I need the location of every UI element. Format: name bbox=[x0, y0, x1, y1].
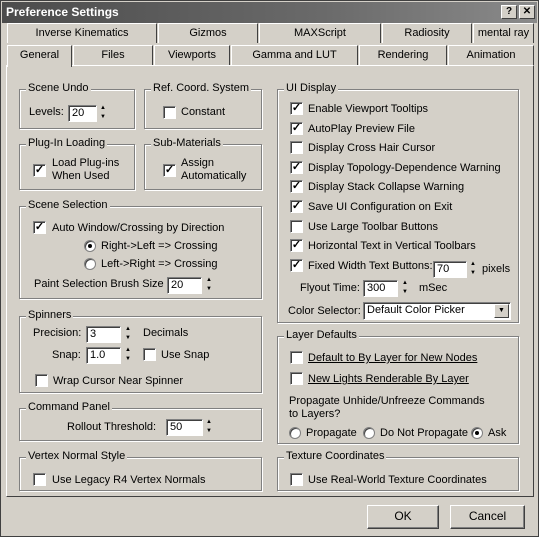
close-icon: ✕ bbox=[522, 6, 532, 17]
ui-display-label: Display Stack Collapse Warning bbox=[308, 181, 465, 193]
ok-button[interactable]: OK bbox=[367, 505, 439, 529]
spinner-up-icon[interactable]: ▲ bbox=[206, 419, 212, 425]
new-lights-checkbox[interactable] bbox=[290, 372, 303, 385]
snap-input[interactable]: 1.0 bbox=[86, 347, 121, 364]
texture-coords-title: Texture Coordinates bbox=[286, 450, 385, 462]
ui-display-label: Enable Viewport Tooltips bbox=[308, 103, 429, 115]
spinner-down-icon[interactable]: ▼ bbox=[206, 286, 212, 292]
spinner-up-icon[interactable]: ▲ bbox=[100, 105, 106, 111]
ui-display-checkbox[interactable] bbox=[290, 220, 303, 233]
tab-rendering[interactable]: Rendering bbox=[359, 45, 447, 65]
flyout-time-label: Flyout Time: bbox=[300, 282, 360, 294]
ui-display-label: Use Large Toolbar Buttons bbox=[308, 221, 439, 233]
load-plugins-label-2: When Used bbox=[52, 170, 110, 182]
ui-display-label: Save UI Configuration on Exit bbox=[308, 201, 453, 213]
ui-display-label: Display Topology-Dependence Warning bbox=[308, 162, 501, 174]
fixed-width-spinner[interactable] bbox=[468, 261, 478, 278]
brush-size-label: Paint Selection Brush Size bbox=[34, 278, 164, 290]
tab-gizmos[interactable]: Gizmos bbox=[158, 23, 258, 43]
right-left-radio[interactable] bbox=[84, 240, 96, 252]
snap-label: Snap: bbox=[52, 349, 81, 361]
spinner-up-icon[interactable]: ▲ bbox=[470, 261, 476, 267]
rollout-threshold-input[interactable]: 50 bbox=[166, 419, 203, 436]
assign-label-1: Assign bbox=[181, 157, 215, 169]
scene-selection-title: Scene Selection bbox=[28, 199, 108, 211]
window-title: Preference Settings bbox=[6, 5, 119, 19]
realworld-coords-checkbox[interactable] bbox=[290, 473, 303, 486]
command-panel-title: Command Panel bbox=[28, 401, 110, 413]
legacy-normals-checkbox[interactable] bbox=[33, 473, 46, 486]
left-right-label: Left->Right => Crossing bbox=[101, 258, 218, 270]
help-button[interactable]: ? bbox=[501, 5, 517, 19]
rollout-threshold-label: Rollout Threshold: bbox=[67, 421, 157, 433]
flyout-time-input[interactable]: 300 bbox=[363, 280, 398, 297]
color-selector-label: Color Selector: bbox=[288, 305, 361, 317]
ask-radio[interactable] bbox=[471, 427, 483, 439]
spinner-down-icon[interactable]: ▼ bbox=[402, 289, 408, 295]
levels-label: Levels: bbox=[29, 106, 64, 118]
ui-display-checkbox[interactable] bbox=[290, 141, 303, 154]
cancel-button[interactable]: Cancel bbox=[450, 505, 525, 529]
ui-display-checkbox[interactable]: ✓ bbox=[291, 122, 302, 134]
use-snap-label: Use Snap bbox=[161, 349, 210, 361]
spinner-down-icon[interactable]: ▼ bbox=[100, 114, 106, 120]
brush-size-input[interactable]: 20 bbox=[167, 277, 202, 294]
propagate-radio[interactable] bbox=[289, 427, 301, 439]
precision-input[interactable]: 3 bbox=[86, 326, 121, 343]
ui-display-checkbox[interactable]: ✓ bbox=[291, 180, 302, 192]
spinner-up-icon[interactable]: ▲ bbox=[402, 280, 408, 286]
pixels-label: pixels bbox=[482, 263, 511, 275]
title-bar[interactable] bbox=[2, 2, 537, 23]
tab-general[interactable]: General bbox=[7, 45, 72, 67]
plugin-loading-title: Plug-In Loading bbox=[28, 137, 106, 149]
tab-animation[interactable]: Animation bbox=[448, 45, 534, 65]
brush-size-spinner[interactable] bbox=[204, 277, 214, 294]
levels-input[interactable]: 20 bbox=[68, 105, 97, 122]
ui-display-label: Fixed Width Text Buttons: bbox=[308, 260, 433, 272]
do-not-propagate-radio[interactable] bbox=[363, 427, 375, 439]
msec-label: mSec bbox=[419, 282, 448, 294]
rollout-threshold-spinner[interactable] bbox=[204, 419, 214, 436]
spinner-down-icon[interactable]: ▼ bbox=[470, 270, 476, 276]
spinner-down-icon[interactable]: ▼ bbox=[125, 356, 131, 362]
ui-display-label: AutoPlay Preview File bbox=[308, 123, 415, 135]
ask-label: Ask bbox=[488, 427, 507, 439]
precision-spinner[interactable] bbox=[123, 326, 133, 343]
load-plugins-label-1: Load Plug-ins bbox=[52, 157, 120, 169]
default-bylayer-checkbox[interactable] bbox=[290, 351, 303, 364]
color-selector-value: Default Color Picker bbox=[367, 304, 465, 316]
ui-display-checkbox[interactable]: ✓ bbox=[291, 200, 302, 212]
ui-display-checkbox[interactable]: ✓ bbox=[291, 161, 302, 173]
flyout-time-spinner[interactable] bbox=[400, 280, 410, 297]
ui-display-checkbox[interactable]: ✓ bbox=[291, 102, 302, 114]
tab-mental-ray[interactable]: mental ray bbox=[473, 23, 534, 43]
new-lights-label: New Lights Renderable By Layer bbox=[308, 373, 469, 385]
ui-display-label: Display Cross Hair Cursor bbox=[308, 142, 436, 154]
tab-inverse-kinematics[interactable]: Inverse Kinematics bbox=[7, 23, 157, 43]
auto-window-checkbox[interactable]: ✓ bbox=[34, 221, 45, 233]
spinner-up-icon[interactable]: ▲ bbox=[125, 347, 131, 353]
spinner-down-icon[interactable]: ▼ bbox=[206, 428, 212, 434]
propagate-label: Propagate bbox=[306, 427, 357, 439]
constant-checkbox[interactable] bbox=[163, 106, 176, 119]
chevron-down-icon[interactable]: ▼ bbox=[494, 304, 509, 318]
constant-label: Constant bbox=[181, 106, 226, 118]
assign-label-2: Automatically bbox=[181, 170, 247, 182]
spinner-up-icon[interactable]: ▲ bbox=[125, 326, 131, 332]
right-left-label: Right->Left => Crossing bbox=[101, 240, 218, 252]
tab-files[interactable]: Files bbox=[73, 45, 153, 65]
ui-display-title: UI Display bbox=[286, 82, 337, 94]
wrap-cursor-label: Wrap Cursor Near Spinner bbox=[53, 375, 184, 387]
ui-display-checkbox[interactable]: ✓ bbox=[291, 239, 302, 251]
fixed-width-input[interactable]: 70 bbox=[433, 261, 467, 278]
use-snap-checkbox[interactable] bbox=[143, 348, 156, 361]
do-not-propagate-label: Do Not Propagate bbox=[380, 427, 469, 439]
ui-display-label: Horizontal Text in Vertical Toolbars bbox=[308, 240, 476, 252]
decimals-label: Decimals bbox=[143, 327, 189, 339]
levels-spinner[interactable] bbox=[98, 105, 108, 122]
tab-gamma-and-lut[interactable]: Gamma and LUT bbox=[231, 45, 358, 65]
auto-window-label: Auto Window/Crossing by Direction bbox=[52, 222, 225, 234]
ref-coord-title: Ref. Coord. System bbox=[153, 82, 249, 94]
assign-automatically-checkbox[interactable]: ✓ bbox=[164, 164, 175, 176]
spinner-down-icon[interactable]: ▼ bbox=[125, 335, 131, 341]
propagate-question-1: Propagate Unhide/Unfreeze Commands bbox=[289, 395, 485, 407]
close-button[interactable] bbox=[519, 5, 535, 19]
wrap-cursor-checkbox[interactable] bbox=[35, 374, 48, 387]
vertex-normal-title: Vertex Normal Style bbox=[28, 450, 126, 462]
ui-display-checkbox[interactable]: ✓ bbox=[291, 259, 302, 271]
realworld-coords-label: Use Real-World Texture Coordinates bbox=[308, 474, 487, 486]
propagate-question-2: to Layers? bbox=[289, 408, 341, 420]
scene-undo-title: Scene Undo bbox=[28, 82, 89, 94]
spinners-title: Spinners bbox=[28, 309, 72, 321]
precision-label: Precision: bbox=[33, 327, 82, 339]
tab-radiosity[interactable]: Radiosity bbox=[382, 23, 472, 43]
tab-viewports[interactable]: Viewports bbox=[154, 45, 230, 65]
default-bylayer-label: Default to By Layer for New Nodes bbox=[308, 352, 478, 364]
sub-materials-title: Sub-Materials bbox=[153, 137, 221, 149]
left-right-radio[interactable] bbox=[84, 258, 96, 270]
spinner-up-icon[interactable]: ▲ bbox=[206, 277, 212, 283]
tab-maxscript[interactable]: MAXScript bbox=[259, 23, 381, 43]
legacy-normals-label: Use Legacy R4 Vertex Normals bbox=[52, 474, 206, 486]
layer-defaults-title: Layer Defaults bbox=[286, 329, 357, 341]
snap-spinner[interactable] bbox=[123, 347, 133, 364]
color-selector-dropdown[interactable] bbox=[363, 302, 511, 320]
load-plugins-checkbox[interactable]: ✓ bbox=[34, 164, 45, 176]
